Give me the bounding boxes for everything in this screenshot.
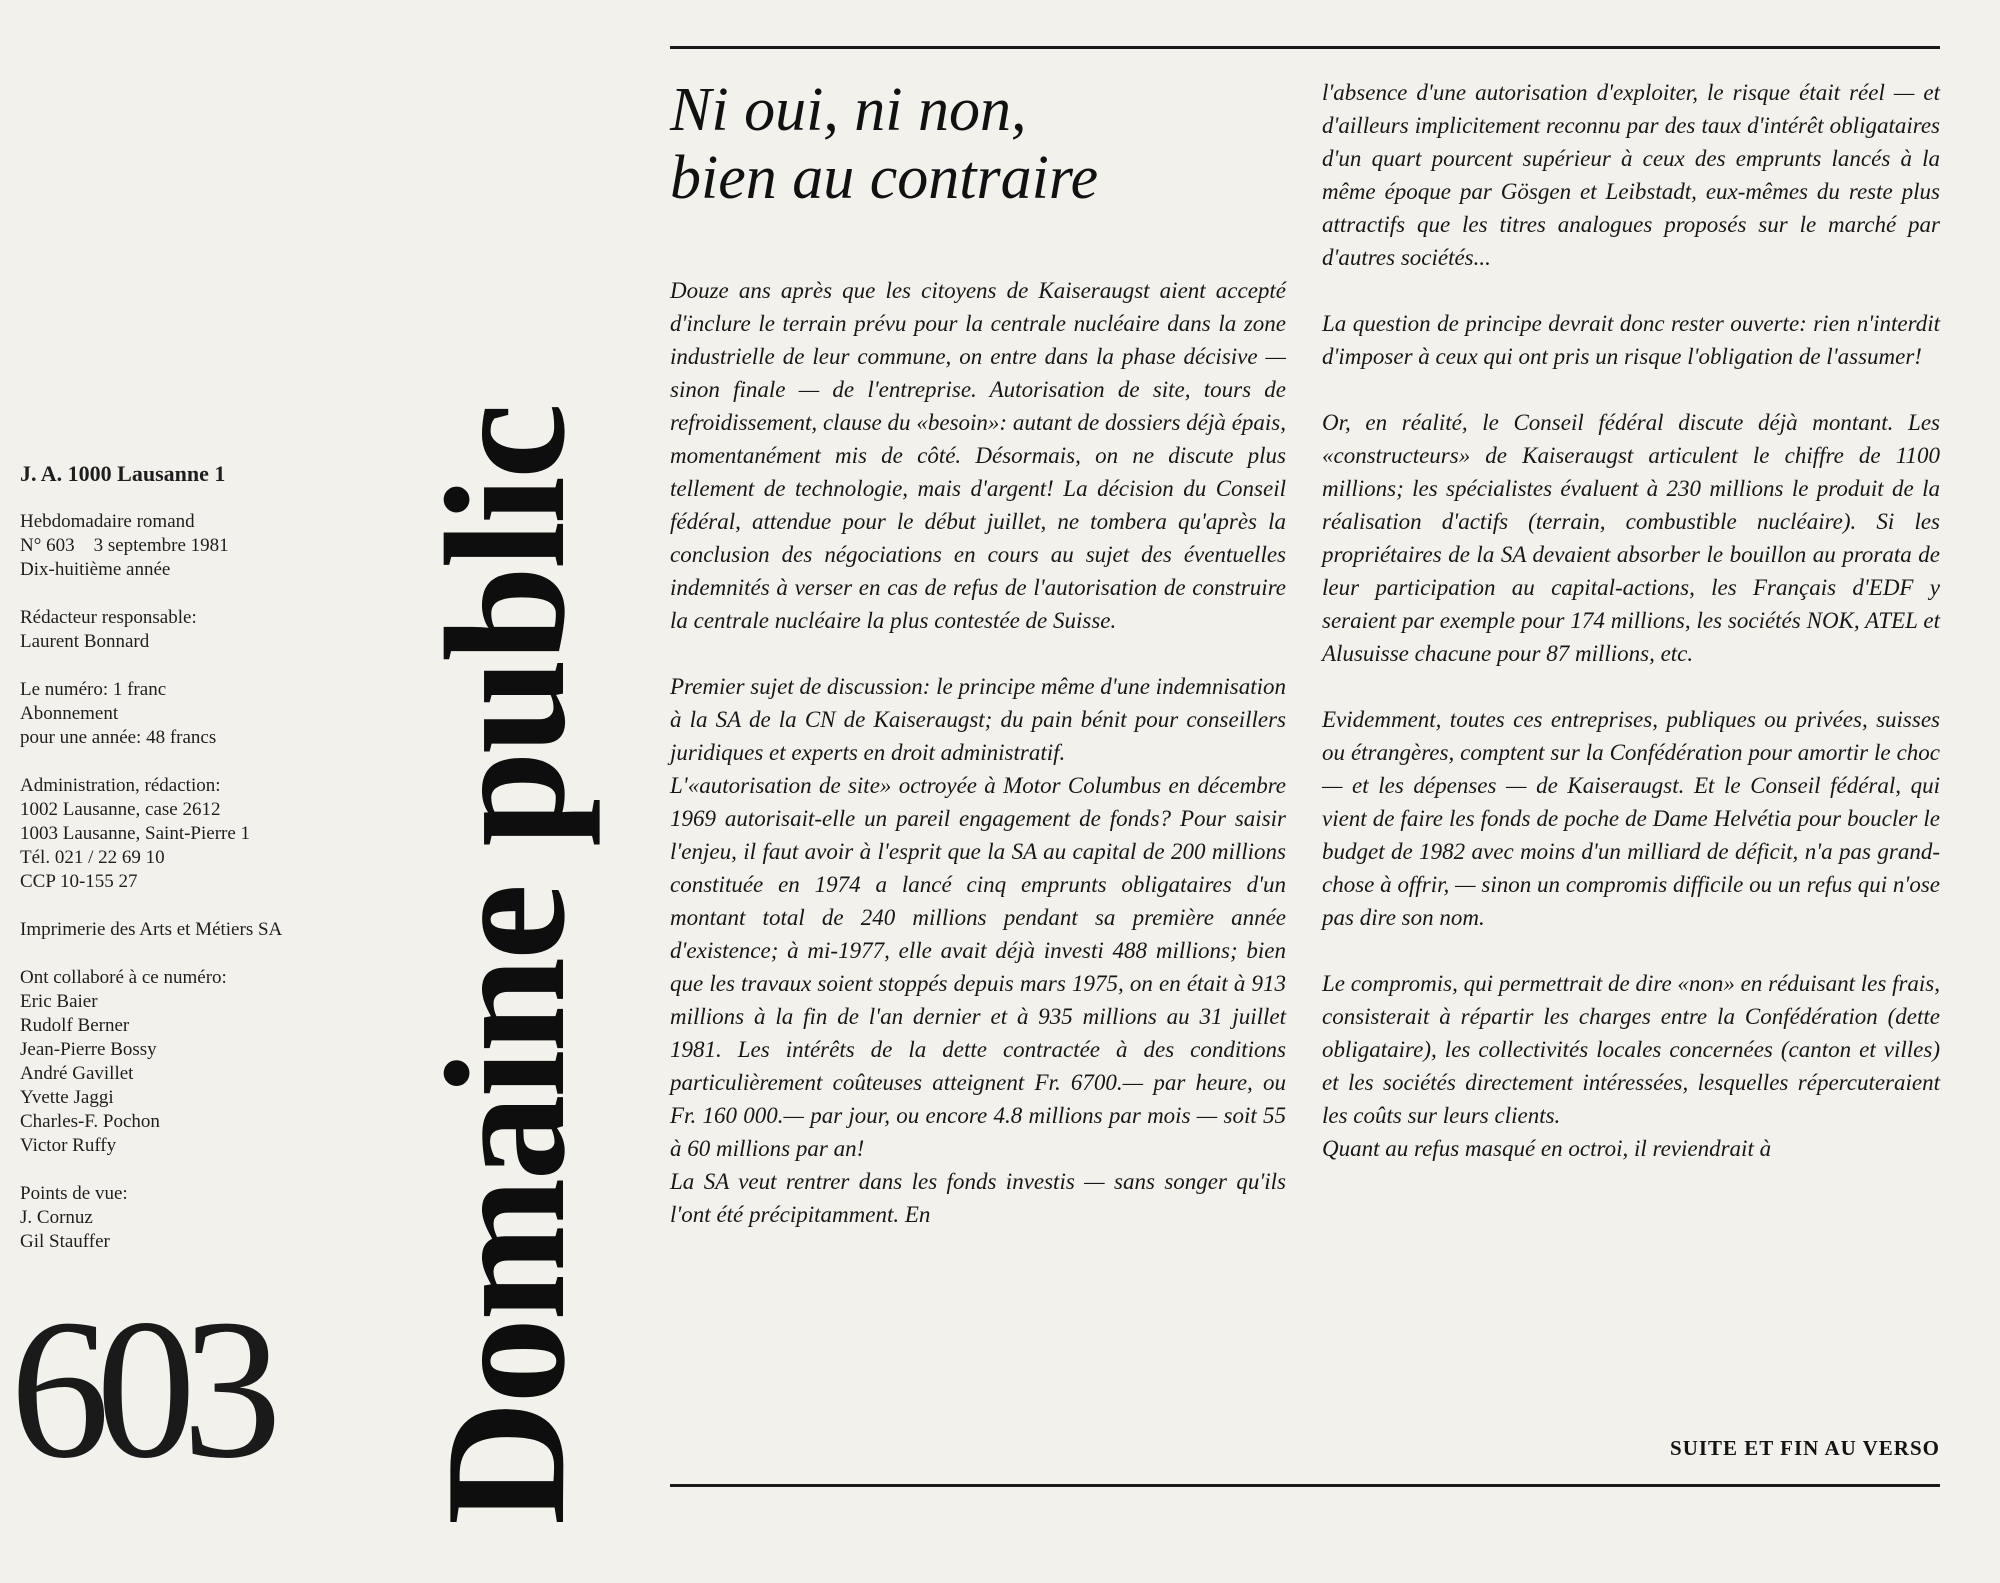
admin-address-1: 1002 Lausanne, case 2612 xyxy=(20,799,221,820)
contributor-name: Eric Baier xyxy=(20,991,98,1012)
contributor-name: Yvette Jaggi xyxy=(20,1087,114,1108)
headline-line-2: bien au contraire xyxy=(670,144,1099,212)
postal-code-line: J. A. 1000 Lausanne 1 xyxy=(20,461,226,486)
issue-number: 603 xyxy=(10,1279,268,1500)
article-paragraph: Le compromis, qui permettrait de dire «non» en réduisant les frais, consisterait à répartir les charges entre la Confédération (dette obligataire), les collectivités locales concernées (canton et villes) et les sociétés directement intéressées, lesquelles répercuteraient les coûts sur leurs clients. xyxy=(1322,971,1940,1128)
admin-info xyxy=(20,774,380,894)
admin-phone: Tél. 021 / 22 69 10 xyxy=(20,847,165,868)
admin-address-2: 1003 Lausanne, Saint-Pierre 1 xyxy=(20,823,251,844)
viewpoint-author: Gil Stauffer xyxy=(20,1231,110,1252)
admin-ccp: CCP 10-155 27 xyxy=(20,871,138,892)
article-paragraph: l'absence d'une autorisation d'exploiter, le risque était réel — et d'ailleurs implicitement reconnu par des taux d'intérêt obligataires d'un quart pourcent supérieur à ceux des emprunts lancés à la même époque par Gösgen et Leibstadt, eux-mêmes du reste plus attractifs que les titres analogues proposés sur le marché par d'autres sociétés... xyxy=(1322,80,1940,270)
article-paragraph: Premier sujet de discussion: le principe même d'une indemnisation à la SA de la CN de Kaiseraugst; du pain bénit pour conseillers juridiques et experts en droit administratif. xyxy=(670,674,1287,765)
continued-notice: SUITE ET FIN AU VERSO xyxy=(1670,1436,1940,1460)
article-paragraph: Douze ans après que les citoyens de Kaiseraugst aient accepté d'inclure le terrain prévu pour la centrale nucléaire dans la zone industrielle de leur commune, on entre dans la phase décisive — sinon finale — de l'entreprise. Autorisation de site, tours de refroidissement, clause du «besoin»: autant de dossiers déjà épais, momentanément mis de côté. Désormais, on ne discute plus tellement de technologie, mais d'argent! La décision du Conseil fédéral, attendue pour le début juillet, ne tombera qu'après la conclusion des négociations en cours au sujet des éventuelles indemnités à verser en cas de refus de l'autorisation de construire la centrale nucléaire la plus contestée de Suisse. xyxy=(670,278,1286,633)
admin-label: Administration, rédaction: xyxy=(20,775,221,796)
printer-name: Imprimerie des Arts et Métiers SA xyxy=(20,919,283,940)
viewpoints-label: Points de vue: xyxy=(20,1183,128,1204)
masthead-title: Domaine public xyxy=(411,405,601,1525)
editor-name: Laurent Bonnard xyxy=(20,631,150,652)
headline-line-1: Ni oui, ni non, xyxy=(670,76,1027,144)
article-paragraph: L'«autorisation de site» octroyée à Motor Columbus en décembre 1969 autorisait-elle un pareil engagement de fonds? Pour saisir l'enjeu, il faut avoir à l'esprit que la SA au capital de 200 millions constituée en 1974 a lancé cinq emprunts obligataires d'un montant total de 240 millions pendant sa première année d'existence; à mi-1977, elle avait déjà investi 488 millions; bien que les travaux soient stoppés depuis mars 1975, on en était à 913 millions à la fin de l'an dernier et à 935 millions au 31 juillet 1981. Les intérêts de la dette contractée à des conditions particulièrement coûteuses atteignent Fr. 6700.— par heure, ou Fr. 160 000.— par jour, ou encore 4.8 millions par mois — soit 55 à 60 millions par an! xyxy=(670,773,1286,1161)
contributors-label: Ont collaboré à ce numéro: xyxy=(20,967,227,988)
contributor-name: Victor Ruffy xyxy=(20,1135,117,1156)
contributor-name: Rudolf Berner xyxy=(20,1015,130,1036)
article-paragraph: Or, en réalité, le Conseil fédéral discute déjà montant. Les «constructeurs» de Kaiseraugst articulent le chiffre de 1100 millions; les spécialistes évaluent à 230 millions le produit de la réalisation d'actifs (terrain, combustible nucléaire). Si les propriétaires de la SA devaient absorber le bouillon au prorata de leur participation au capital-actions, les Français d'EDF y seraient par exemple pour 174 millions, les sociétés NOK, ATEL et Alusuisse chacune pour 87 millions, etc. xyxy=(1322,410,1940,666)
viewpoint-author: J. Cornuz xyxy=(20,1207,93,1228)
contributors-info xyxy=(20,966,380,1158)
issue-date: N° 603 3 septembre 1981 xyxy=(20,535,229,556)
top-rule xyxy=(670,46,1940,49)
article-headline xyxy=(670,76,1290,212)
article-paragraph: La SA veut rentrer dans les fonds investis — sans songer qu'ils l'ont été précipitamment. En xyxy=(670,1169,1286,1227)
article-paragraph: La question de principe devrait donc rester ouverte: rien n'interdit d'imposer à ceux qui ont pris un risque l'obligation de l'assumer! xyxy=(1322,311,1940,369)
article-column-2 xyxy=(1322,76,1940,1165)
editor-label: Rédacteur responsable: xyxy=(20,607,197,628)
price-subscription-label: Abonnement xyxy=(20,703,119,724)
editor-info xyxy=(20,606,380,654)
article-paragraph: Evidemment, toutes ces entreprises, publiques ou privées, suisses ou étrangères, comptent sur la Confédération pour amortir le choc — et les dépenses — de Kaiseraugst. Et le Conseil fédéral, qui vient de faire les fonds de poche de Dame Helvétia pour boucler le budget de 1982 avec moins d'un milliard de déficit, n'a pas grand-chose à offrir, — sinon un compromis difficile ou un refus qui n'ose pas dire son nom. xyxy=(1322,707,1940,930)
price-subscription: pour une année: 48 francs xyxy=(20,727,217,748)
contributor-name: Charles-F. Pochon xyxy=(20,1111,160,1132)
price-info xyxy=(20,678,380,750)
price-issue: Le numéro: 1 franc xyxy=(20,679,167,700)
contributor-name: André Gavillet xyxy=(20,1063,134,1084)
publication-type: Hebdomadaire romand xyxy=(20,511,195,532)
viewpoints-info xyxy=(20,1182,380,1254)
article-column-1 xyxy=(670,274,1286,1231)
article-paragraph: Quant au refus masqué en octroi, il reviendrait à xyxy=(1322,1136,1772,1161)
publication-info xyxy=(20,510,380,582)
contributor-name: Jean-Pierre Bossy xyxy=(20,1039,157,1060)
publication-year: Dix-huitième année xyxy=(20,559,171,580)
imprint-sidebar xyxy=(20,462,380,1278)
bottom-rule xyxy=(670,1484,1940,1487)
printer-info xyxy=(20,918,380,942)
